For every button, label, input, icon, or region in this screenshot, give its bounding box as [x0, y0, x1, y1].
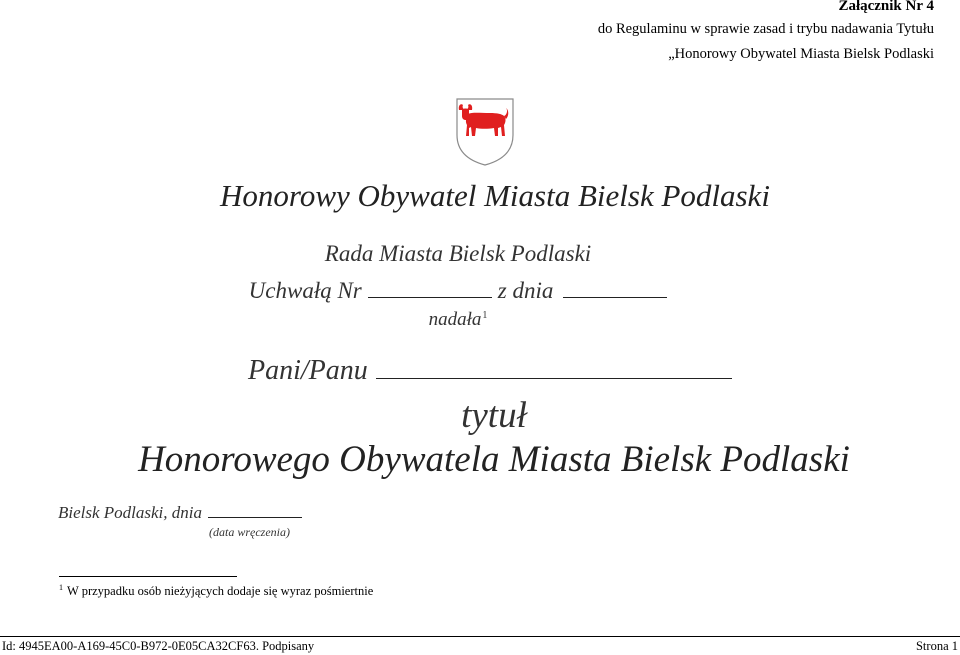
recipient-label: Pani/Panu: [248, 355, 368, 386]
granted-line: [0, 309, 916, 331]
footnote-divider: [59, 576, 237, 577]
resolution-prefix: Uchwałą Nr: [248, 278, 362, 303]
bull-coat-of-arms-icon: [456, 98, 514, 166]
recipient-line: [248, 355, 732, 387]
recipient-name-blank[interactable]: [376, 356, 732, 379]
resolution-date-label: z dnia: [497, 278, 554, 303]
footnote: [59, 583, 373, 599]
main-title: Honorowy Obywatel Miasta Bielsk Podlaski: [220, 178, 770, 213]
resolution-line: [0, 277, 916, 304]
place-date-line: [58, 503, 302, 523]
resolution-number-blank[interactable]: [368, 277, 492, 298]
attachment-line-1: do Regulaminu w sprawie zasad i trybu nadawania Tytułu: [597, 21, 934, 37]
honorary-title: Honorowego Obywatela Miasta Bielsk Podlaski: [138, 439, 850, 480]
footnote-ref: 1: [482, 309, 488, 321]
attachment-line-2: „Honorowy Obywatel Miasta Bielsk Podlaski: [668, 46, 934, 62]
footer-divider: [0, 636, 960, 637]
footnote-text: W przypadku osób nieżyjących dodaje się wyraz pośmiertnie: [67, 584, 374, 599]
footnote-number: 1: [59, 583, 63, 592]
place-date-label: Bielsk Podlaski, dnia: [58, 503, 203, 522]
document-id: Id: 4945EA00-A169-45C0-B972-0E05CA32CF63. Podpisany: [2, 639, 315, 653]
award-date-blank[interactable]: [208, 503, 302, 518]
title-word: tytuł: [461, 395, 527, 436]
council-name: Rada Miasta Bielsk Podlaski: [324, 241, 592, 266]
granted-text: nadała: [428, 309, 482, 330]
attachment-title: Załącznik Nr 4: [838, 0, 934, 14]
page-number: Strona 1: [915, 639, 958, 653]
resolution-date-blank[interactable]: [563, 277, 667, 298]
date-hint: (data wręczenia): [209, 525, 290, 539]
